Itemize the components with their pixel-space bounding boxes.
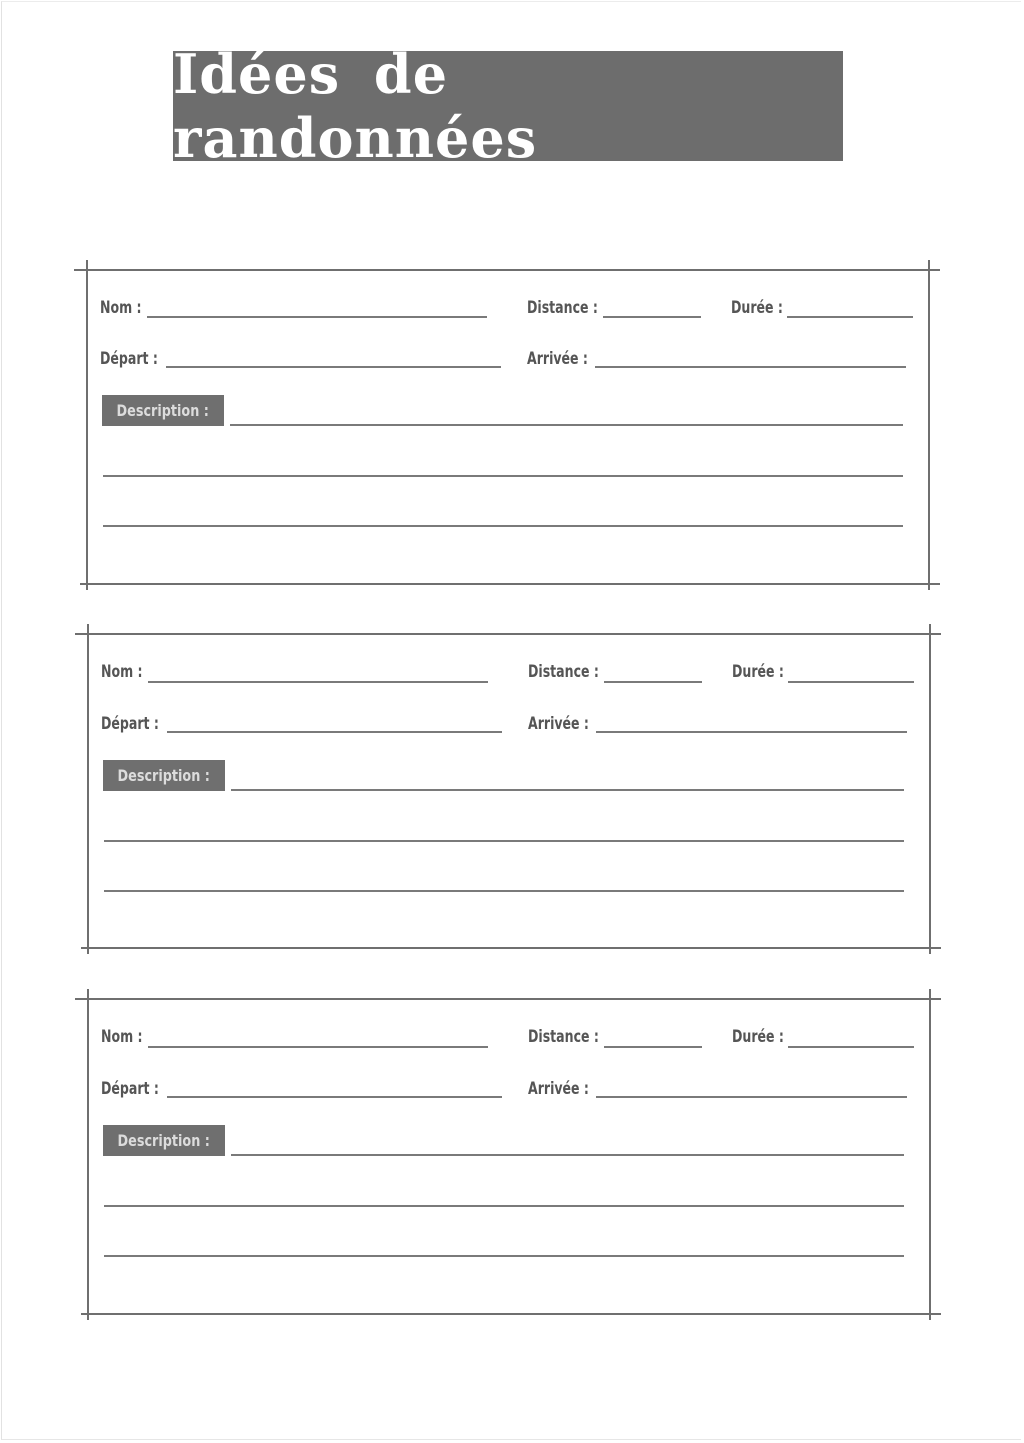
nom-label: Nom : [101,662,143,682]
card-bottom-border [81,1313,941,1315]
card-top-border [75,633,941,635]
distance-label: Distance : [527,298,598,318]
distance-label: Distance : [528,662,599,682]
description-tag [103,1125,225,1156]
card-left-border [87,624,89,954]
depart-field[interactable] [167,1096,502,1098]
description-label: Description : [116,401,210,420]
duree-field[interactable] [788,1046,914,1048]
description-line-2[interactable] [103,475,903,477]
card-bottom-border [81,947,941,949]
description-line-3[interactable] [104,1255,904,1257]
nom-field[interactable] [148,1046,488,1048]
card-right-border [928,260,930,590]
duree-label: Durée : [732,1027,784,1047]
description-line-2[interactable] [104,1205,904,1207]
depart-label: Départ : [101,1079,159,1099]
card-right-border [929,624,931,954]
arrivee-field[interactable] [596,1096,907,1098]
description-line-1[interactable] [231,1154,904,1156]
card-left-border [87,989,89,1320]
card-right-border [929,989,931,1320]
card-top-border [74,269,940,271]
page-title: Idées de randonnées [173,42,538,170]
description-label: Description : [117,766,211,785]
depart-field[interactable] [167,731,502,733]
title-banner [173,42,843,170]
duree-field[interactable] [787,316,913,318]
arrivee-label: Arrivée : [528,1079,589,1099]
description-line-2[interactable] [104,840,904,842]
nom-field[interactable] [148,681,488,683]
depart-field[interactable] [166,366,501,368]
description-line-3[interactable] [103,525,903,527]
arrivee-label: Arrivée : [528,714,589,734]
description-line-1[interactable] [231,789,904,791]
description-line-3[interactable] [104,890,904,892]
card-left-border [86,260,88,590]
nom-label: Nom : [100,298,142,318]
card-top-border [75,998,941,1000]
hike-card-2 [75,624,945,954]
distance-field[interactable] [604,1046,702,1048]
hike-card-1 [74,260,944,590]
arrivee-label: Arrivée : [527,349,588,369]
duree-label: Durée : [732,662,784,682]
hike-card-3 [75,989,945,1319]
distance-field[interactable] [603,316,701,318]
description-tag [103,760,225,791]
distance-label: Distance : [528,1027,599,1047]
duree-label: Durée : [731,298,783,318]
description-tag [102,395,224,426]
nom-label: Nom : [101,1027,143,1047]
arrivee-field[interactable] [596,731,907,733]
distance-field[interactable] [604,681,702,683]
duree-field[interactable] [788,681,914,683]
depart-label: Départ : [101,714,159,734]
description-label: Description : [117,1131,211,1150]
nom-field[interactable] [147,316,487,318]
arrivee-field[interactable] [595,366,906,368]
description-line-1[interactable] [230,424,903,426]
card-bottom-border [80,583,940,585]
depart-label: Départ : [100,349,158,369]
